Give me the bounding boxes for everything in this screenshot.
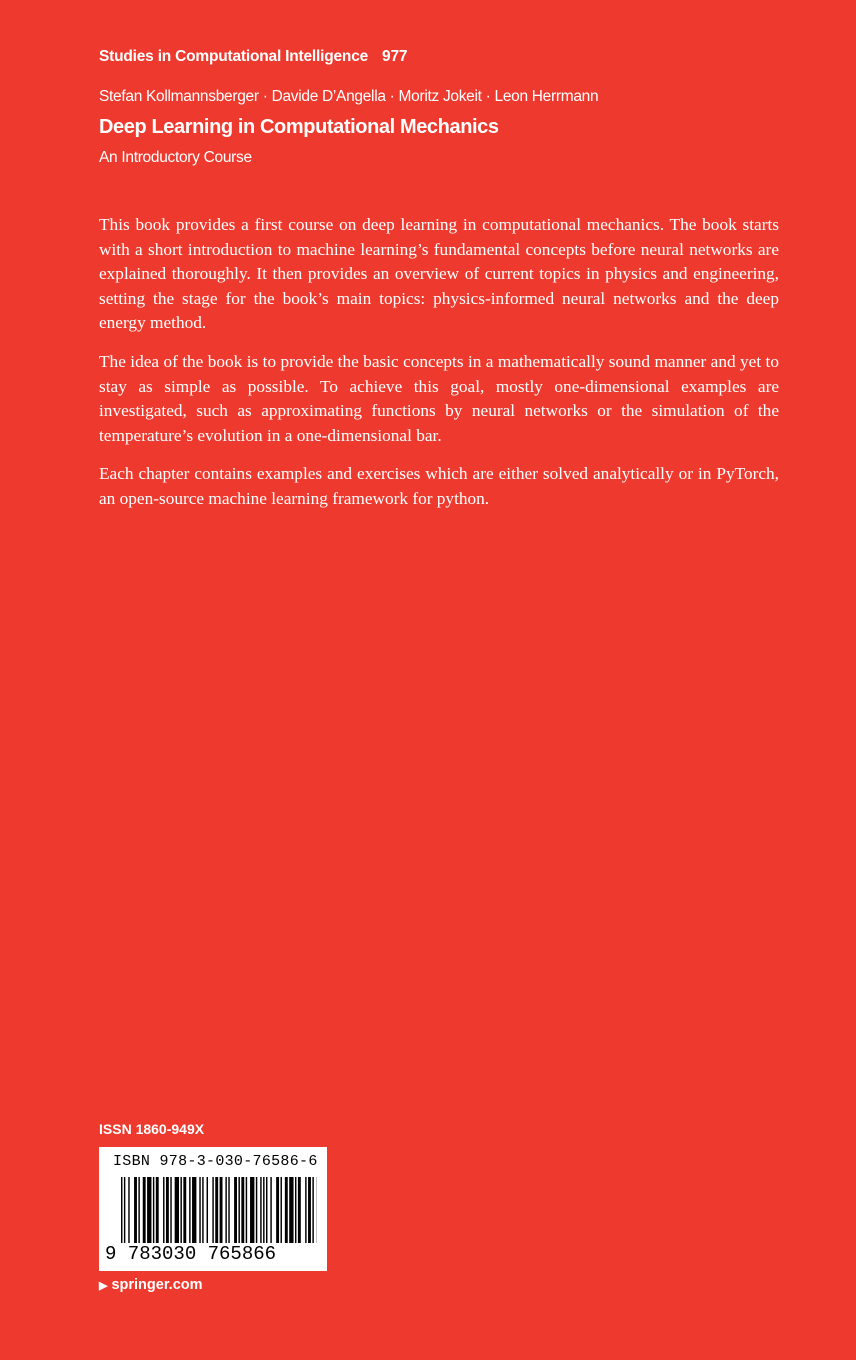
series-volume: 977 (382, 48, 408, 65)
publisher-link[interactable] (99, 1277, 203, 1293)
issn: ISSN 1860-949X (99, 1121, 205, 1137)
authors: Stefan Kollmannsberger · Davide D’Angella · Moritz Jokeit · Leon Herrmann (99, 88, 599, 105)
series-line (99, 48, 407, 66)
arrow-right-icon: ▶ (99, 1280, 108, 1292)
blurb (99, 213, 779, 526)
blurb-paragraph-2: The idea of the book is to provide the basic concepts in a mathematically sound manner and yet to stay as simple as possible. To achieve this goal, mostly one-dimensional examples are investigated, such as approximating functions by neural networks or the simulation of the temperature’s evolution in a one-dimensional bar. (99, 351, 779, 445)
book-title: Deep Learning in Computational Mechanics (99, 116, 499, 138)
blurb-paragraph-3: Each chapter contains examples and exercises which are either solved analytically or in PyTorch, an open-source machine learning framework for python. (99, 464, 779, 508)
series-name: Studies in Computational Intelligence (99, 48, 369, 65)
isbn: ISBN 978-3-030-76586-6 (113, 1153, 318, 1170)
book-subtitle: An Introductory Course (99, 149, 252, 166)
publisher-website: springer.com (111, 1277, 203, 1293)
barcode (99, 1147, 327, 1271)
ean-digits: 9 783030 765866 (103, 1243, 327, 1265)
blurb-paragraph-1: This book provides a first course on deep learning in computational mechanics. The book starts with a short introduction to machine learning’s fundamental concepts before neural networks are explained thoroughly. It then provides an overview of current topics in physics and engineering, setting the stage for the book’s main topics: physics-informed neural networks and the deep energy method. (99, 215, 779, 333)
